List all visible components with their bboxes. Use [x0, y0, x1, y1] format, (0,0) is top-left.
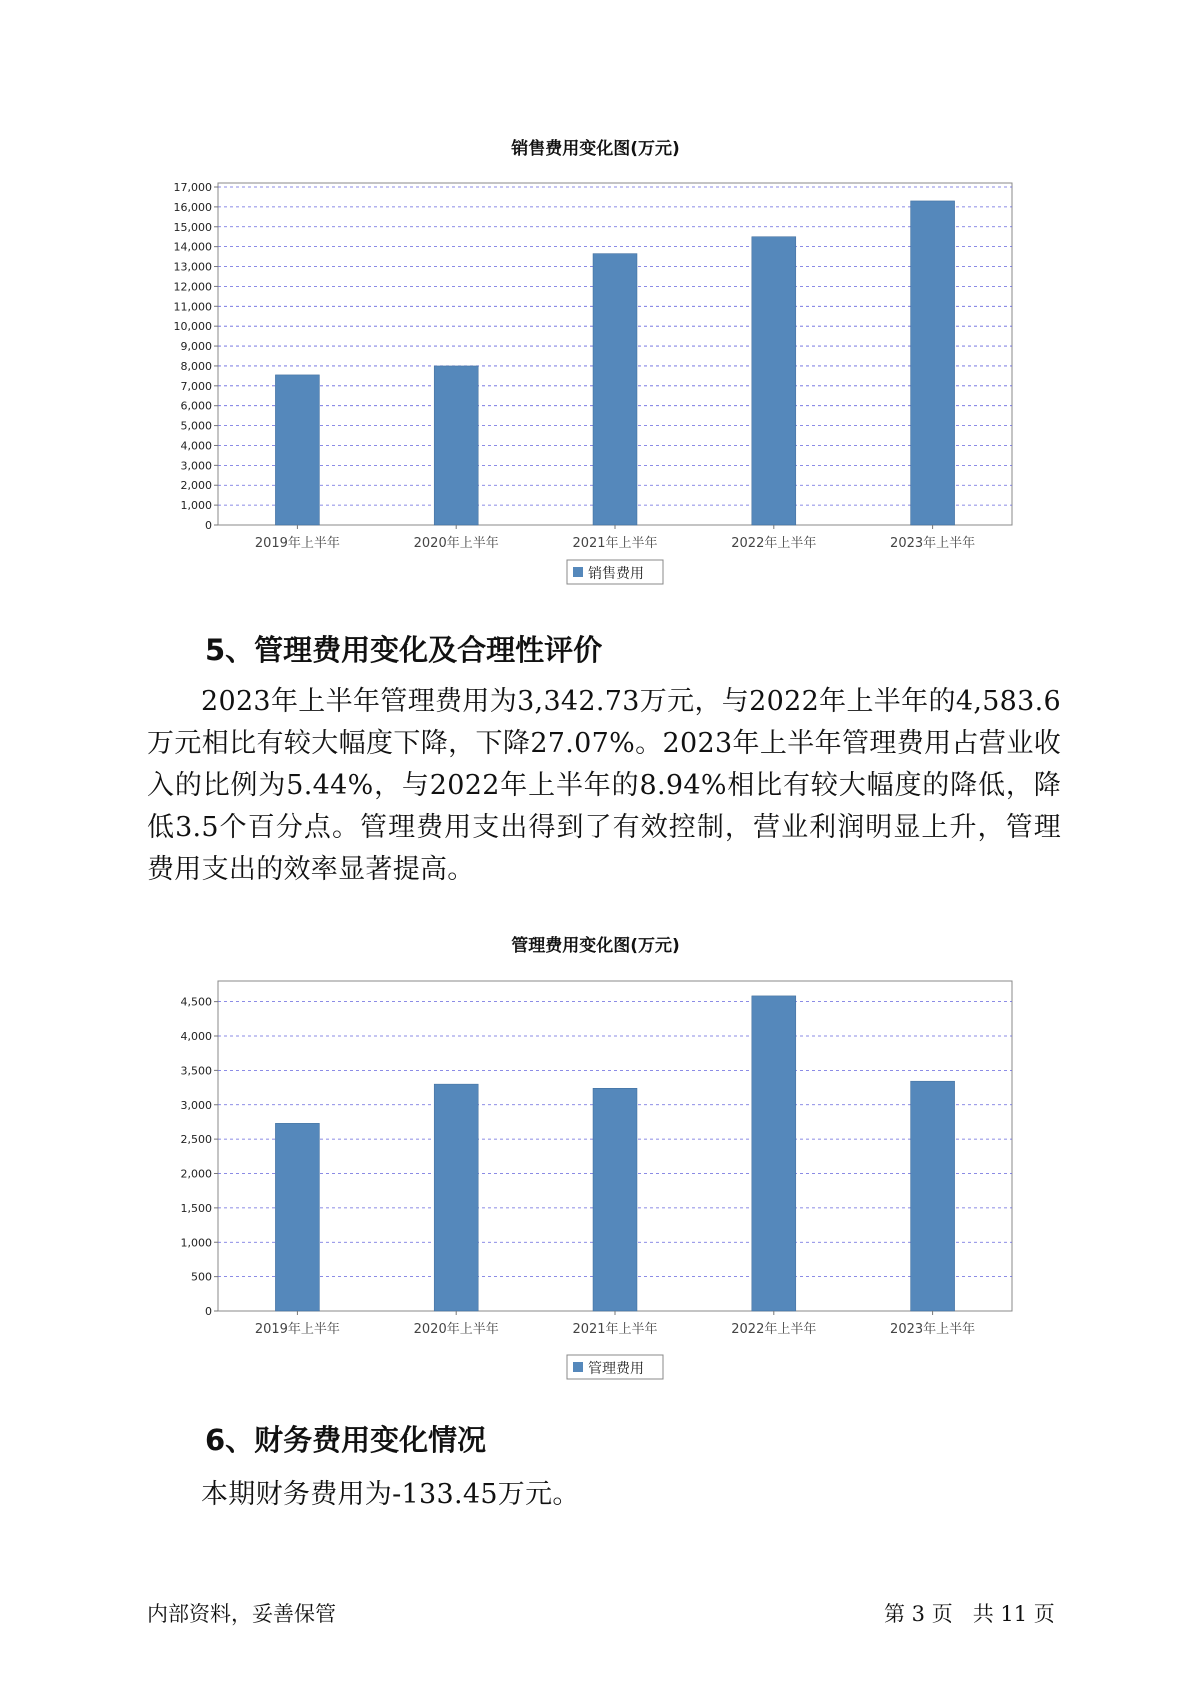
bar — [911, 1081, 955, 1311]
x-tick-label: 2019年上半年 — [254, 1322, 340, 1337]
x-tick-label: 2020年上半年 — [413, 536, 499, 551]
x-tick-label: 2020年上半年 — [413, 1322, 499, 1337]
footer-confidential: 内部资料，妥善保管 — [147, 1602, 336, 1626]
y-tick-label: 11,000 — [173, 300, 212, 314]
y-tick-label: 0 — [205, 1305, 212, 1318]
y-tick-label: 6,000 — [180, 399, 212, 413]
y-tick-label: 7,000 — [180, 379, 212, 393]
y-tick-label: 4,000 — [180, 1030, 212, 1043]
y-tick-label: 17,000 — [173, 181, 212, 194]
x-tick-label: 2023年上半年 — [890, 1322, 976, 1337]
y-tick-label: 500 — [191, 1270, 212, 1284]
y-tick-label: 14,000 — [173, 240, 212, 254]
section-6-paragraph: 本期财务费用为-133.45万元。 — [201, 1479, 580, 1510]
legend-label: 管理费用 — [588, 1361, 644, 1377]
y-tick-label: 9,000 — [180, 340, 212, 354]
y-tick-label: 3,500 — [180, 1064, 212, 1078]
y-tick-label: 2,000 — [180, 479, 212, 493]
legend-label: 销售费用 — [588, 566, 644, 582]
x-tick-label: 2022年上半年 — [731, 536, 817, 551]
y-tick-label: 5,000 — [180, 419, 212, 433]
x-tick-label: 2023年上半年 — [890, 536, 976, 551]
footer-page-number: 第 3 页 共 11 页 — [884, 1602, 1055, 1626]
sales-chart-title: 销售费用变化图(万元) — [511, 139, 680, 159]
y-tick-label: 16,000 — [173, 200, 212, 214]
x-tick-label: 2022年上半年 — [731, 1322, 817, 1337]
y-tick-label: 2,500 — [180, 1133, 212, 1147]
y-tick-label: 1,000 — [180, 499, 212, 513]
y-tick-label: 1,500 — [180, 1201, 212, 1215]
y-tick-label: 10,000 — [173, 320, 212, 334]
y-tick-label: 12,000 — [173, 280, 212, 294]
y-tick-label: 3,000 — [180, 459, 212, 473]
y-tick-label: 4,000 — [180, 439, 212, 453]
bar — [593, 1088, 637, 1311]
section-5-paragraph: 2023年上半年管理费用为3,342.73万元，与2022年上半年的4,583.6万元相比有较大幅度下降，下降27.07%。2023年上半年管理费用占营业收入的比例为5.44%，与2022年上半年的8.94%相比有较大幅度的降低，降低3.5个百分点。管理费用支出得到了有效控制，营业利润明显上升，管理费用支出的效率显著提高。 — [147, 686, 1061, 885]
legend-swatch — [573, 1362, 583, 1372]
y-tick-label: 13,000 — [173, 260, 212, 274]
x-tick-label: 2019年上半年 — [254, 536, 340, 551]
admin-chart-title: 管理费用变化图(万元) — [511, 936, 680, 956]
y-tick-label: 2,000 — [180, 1167, 212, 1181]
y-tick-label: 4,500 — [180, 995, 212, 1009]
bar — [752, 996, 796, 1311]
x-tick-label: 2021年上半年 — [572, 536, 658, 551]
bar — [275, 1123, 319, 1311]
y-tick-label: 3,000 — [180, 1098, 212, 1112]
y-tick-label: 0 — [205, 519, 212, 532]
bar — [434, 1084, 478, 1311]
y-tick-label: 15,000 — [173, 220, 212, 234]
section-6-heading: 6、财务费用变化情况 — [205, 1423, 487, 1457]
section-5-heading: 5、管理费用变化及合理性评价 — [205, 633, 603, 667]
y-tick-label: 1,000 — [180, 1236, 212, 1250]
y-tick-label: 8,000 — [180, 359, 212, 373]
x-tick-label: 2021年上半年 — [572, 1322, 658, 1337]
